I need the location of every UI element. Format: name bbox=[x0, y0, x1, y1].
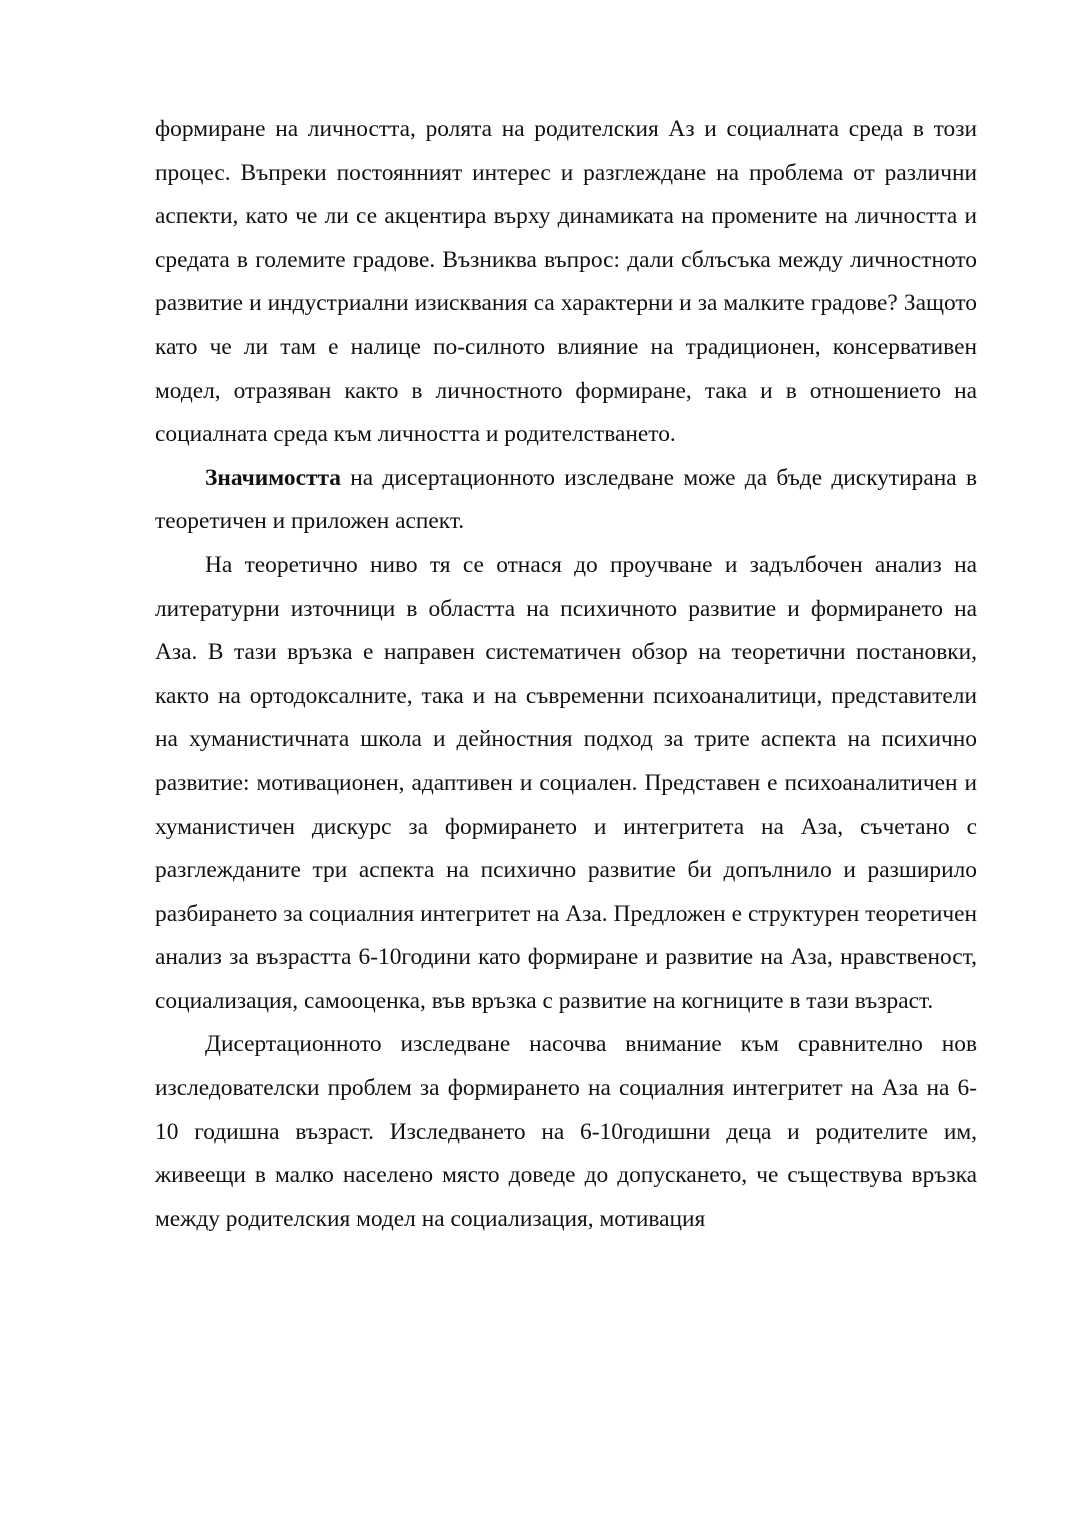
paragraph-text: на дисертационното изследване може да бъде дискутирана в теоретичен и приложен аспект. bbox=[155, 464, 977, 535]
bold-lead-term: Значимостта bbox=[205, 464, 341, 491]
paragraph-text: На теоретично ниво тя се отнася до проучване и задълбочен анализ на литературни източници в областта на психичното развитие и формирането на Аза. В тази връзка е направен систематичен обзор на теоретични постановки, както на ортодоксалните, така и на съвременни психоаналитици, представители на хуманистичната школа и дейностния подход за трите аспекта на психично развитие: мотивационен, адаптивен и социален. Представен е психоаналитичен и хуманистичен дискурс за формирането и интегритета на Аза, съчетано с разглежданите три аспекта на психично развитие би допълнило и разширило разбирането за социалния интегритет на Аза. Предложен е структурен теоретичен анализ за възрастта 6-10години като формиране и развитие на Аза, нравственост, социализация, самооценка, във връзка с развитие на когниците в тази възраст. bbox=[155, 551, 977, 1014]
document-body bbox=[155, 108, 977, 1241]
paragraph-research-focus bbox=[155, 1023, 977, 1241]
paragraph-significance bbox=[155, 457, 977, 544]
paragraph-theoretical-level bbox=[155, 544, 977, 1024]
paragraph-social-environment bbox=[155, 108, 977, 457]
paragraph-text: Дисертационното изследване насочва внимание към сравнително нов изследователски проблем за формирането на социалния интегритет на Аза на 6-10 годишна възраст. Изследването на 6-10годишни деца и родителите им, живеещи в малко населено място доведе до допускането, че съществува връзка между родителския модел на социализация, мотивация bbox=[155, 1031, 977, 1232]
paragraph-text: формиране на личността, ролята на родителския Аз и социалната среда в този процес. Въпреки постоянният интерес и разглеждане на проблема от различни аспекти, като че ли се акцентира върху динамиката на промените на личността и средата в големите градове. Възниква въпрос: дали сблъсъка между личностното развитие и индустриални изисквания са характерни и за малките градове? Защото като че ли там е налице по-силното влияние на традиционен, консервативен модел, отразяван както в личностното формиране, така и в отношението на социалната среда към личността и родителстването. bbox=[155, 116, 977, 448]
